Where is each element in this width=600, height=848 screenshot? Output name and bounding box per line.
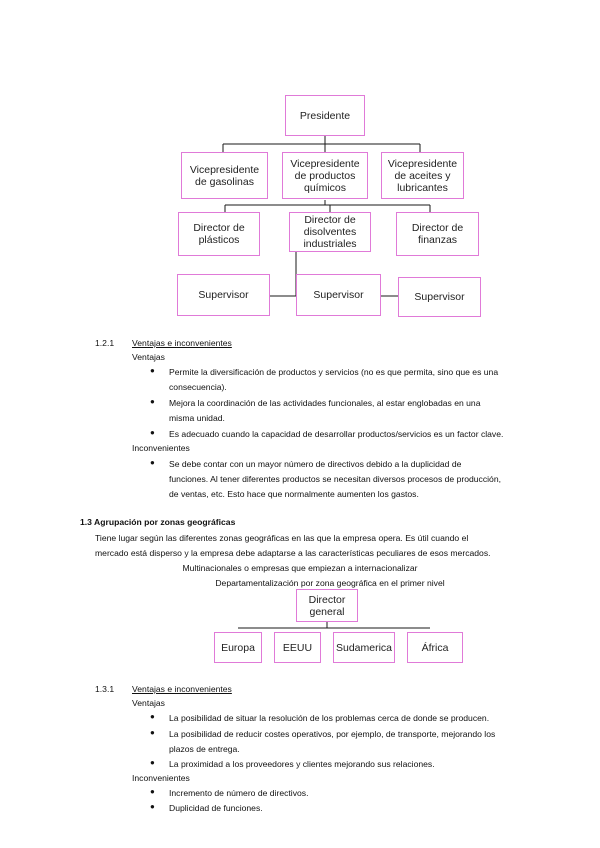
- list-item-line: Duplicidad de funciones.: [169, 803, 263, 813]
- disadvantages-label: Inconvenientes: [132, 773, 190, 783]
- org-label: Supervisor: [414, 291, 465, 303]
- org-box-region-europa: [214, 632, 262, 663]
- list-item-line: Se debe contar con un mayor número de directivos debido a la duplicidad de: [169, 459, 462, 469]
- list-item-line: plazos de entrega.: [169, 744, 240, 754]
- list-item-line: Es adecuado cuando la capacidad de desarrollar productos/servicios es un factor clave.: [169, 429, 504, 439]
- org-label: Director de finanzas: [411, 222, 464, 246]
- list-item-line: Mejora la coordinación de las actividades funcionales, al estar englobadas en una: [169, 398, 481, 408]
- bullet-dot: ●: [150, 787, 155, 796]
- org-box-vp-gasolinas: [181, 152, 268, 199]
- bullet-dot: ●: [150, 366, 155, 375]
- list-item-line: funciones. Al tener diferentes productos se necesitan diversos procesos de producción,: [169, 474, 502, 484]
- list-item-line: Incremento de número de directivos.: [169, 788, 309, 798]
- paragraph-line: Tiene lugar según las diferentes zonas geográficas en las que la empresa opera. Es útil cuando el: [95, 533, 469, 543]
- list-item-line: consecuencia).: [169, 382, 227, 392]
- bullet-dot: ●: [150, 728, 155, 737]
- section-title: Ventajas e inconvenientes: [132, 338, 232, 348]
- org-label: Supervisor: [313, 289, 364, 301]
- org-box-director-general: [296, 589, 358, 622]
- org-box-supervisor-1: [177, 274, 270, 316]
- list-item-line: de ventas, etc. Esto hace que normalmente aumenten los gastos.: [169, 489, 419, 499]
- bullet-dot: ●: [150, 428, 155, 437]
- org-label: Director general: [308, 593, 346, 618]
- advantages-label: Ventajas: [132, 698, 165, 708]
- org-box-supervisor-2: [296, 274, 381, 316]
- list-item-line: La posibilidad de situar la resolución de los problemas cerca de donde se producen.: [169, 713, 490, 723]
- org-label: Director de plásticos: [193, 222, 245, 246]
- bullet-dot: ●: [150, 712, 155, 721]
- disadvantages-label: Inconvenientes: [132, 443, 190, 453]
- org-label: Vicepresidente de aceites y lubricantes: [387, 157, 458, 194]
- section-number: 1.3.1: [95, 684, 115, 694]
- bullet-dot: ●: [150, 458, 155, 467]
- org-box-supervisor-3: [398, 277, 481, 317]
- org-box-vp-aceites: [381, 152, 464, 199]
- org-label: Director de disolventes industriales: [303, 214, 357, 250]
- bullet-dot: ●: [150, 758, 155, 767]
- org-box-dir-finanzas: [396, 212, 479, 256]
- advantages-label: Ventajas: [132, 352, 165, 362]
- list-item-line: La posibilidad de reducir costes operativos, por ejemplo, de transporte, mejorando los: [169, 729, 496, 739]
- org-box-region-eeuu: [274, 632, 321, 663]
- section-heading: 1.3 Agrupación por zonas geográficas: [80, 517, 236, 527]
- section-title: Ventajas e inconvenientes: [132, 684, 232, 694]
- org-label: Presidente: [299, 109, 351, 122]
- bullet-dot: ●: [150, 802, 155, 811]
- org-box-region-sudamerica: [333, 632, 395, 663]
- bullet-dot: ●: [150, 397, 155, 406]
- org-box-region-africa: [407, 632, 463, 663]
- org-label: Vicepresidente de productos químicos: [290, 157, 360, 194]
- org-label: Europa: [221, 641, 255, 654]
- note-line: Multinacionales o empresas que empiezan a internacionalizar: [182, 563, 418, 573]
- org-box-dir-plasticos: [178, 212, 260, 256]
- list-item-line: Permite la diversificación de productos y servicios (no es que permita, sino que es una: [169, 367, 499, 377]
- org-label: Sudamerica: [335, 641, 393, 654]
- note-line: Departamentalización por zona geográfica en el primer nivel: [215, 578, 445, 588]
- section-number: 1.2.1: [95, 338, 115, 348]
- org-label: Supervisor: [198, 289, 249, 301]
- org-label: EEUU: [282, 641, 313, 654]
- list-item-line: misma unidad.: [169, 413, 225, 423]
- list-item-line: La proximidad a los proveedores y clientes mejorando sus relaciones.: [169, 759, 435, 769]
- paragraph-line: mercado está disperso y la empresa debe adaptarse a las características peculiares de esos mercados.: [95, 548, 491, 558]
- org-label: África: [421, 641, 449, 654]
- org-box-dir-disolventes: [289, 212, 371, 252]
- org-box-president: [285, 95, 365, 136]
- org-label: Vicepresidente de gasolinas: [189, 163, 260, 188]
- org-box-vp-quimicos: [282, 152, 368, 199]
